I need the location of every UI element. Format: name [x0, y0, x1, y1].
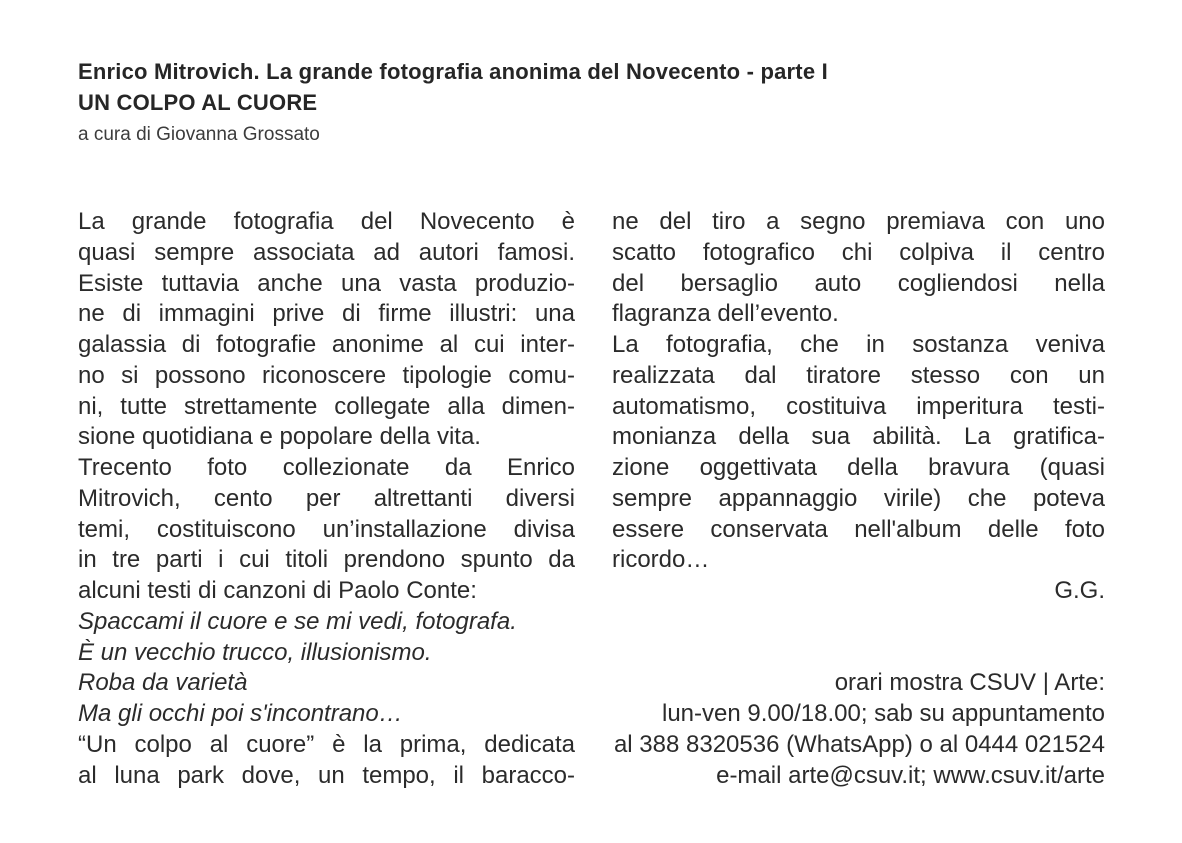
text-line: in tre parti i cui titoli prendono spunto da: [78, 546, 575, 574]
text-line: Spaccami il cuore e se mi vedi, fotografa.: [78, 607, 517, 635]
text-line: essere conservata nell'album delle foto: [612, 515, 1105, 543]
text-line: sione quotidiana e popolare della vita.: [78, 423, 481, 451]
text-line: Esiste tuttavia anche una vasta produzio-: [78, 269, 575, 297]
text-line: al luna park dove, un tempo, il baracco-: [78, 761, 575, 789]
text-line: no si possono riconoscere tipologie comu-: [78, 361, 575, 389]
document-header: [78, 56, 1108, 148]
text-line: Roba da varietà: [78, 669, 248, 697]
text-line: ne di immagini prive di firme illustri: una: [78, 300, 575, 328]
text-line: sempre appannaggio virile) che poteva: [612, 484, 1105, 512]
document-subtitle: UN COLPO AL CUORE: [78, 90, 318, 115]
text-line: ricordo…: [612, 546, 710, 574]
contact-block: [612, 668, 1105, 791]
text-line: orari mostra CSUV | Arte:: [834, 669, 1105, 697]
text-line: La grande fotografia del Novecento è: [78, 208, 575, 235]
right-column-body: [612, 207, 1105, 576]
byline: a cura di Giovanna Grossato: [78, 124, 320, 145]
text-line: temi, costituiscono un’installazione divisa: [78, 515, 575, 543]
text-line: Mitrovich, cento per altrettanti diversi: [78, 484, 575, 512]
text-line: lun-ven 9.00/18.00; sab su appuntamento: [662, 700, 1105, 727]
text-line: Ma gli occhi poi s'incontrano…: [78, 700, 403, 727]
text-line: realizzata dal tiratore stesso con un: [612, 361, 1105, 389]
text-line: ne del tiro a segno premiava con uno: [612, 208, 1105, 235]
text-line: del bersaglio auto cogliendosi nella: [612, 269, 1105, 297]
text-line: È un vecchio trucco, illusionismo.: [78, 638, 432, 666]
signature: G.G.: [1054, 577, 1105, 604]
text-line: al 388 8320536 (WhatsApp) o al 0444 021524: [613, 730, 1105, 758]
text-line: quasi sempre associata ad autori famosi.: [78, 238, 575, 266]
text-line: galassia di fotografie anonime al cui inter-: [78, 331, 575, 358]
text-line: alcuni testi di canzoni di Paolo Conte:: [78, 577, 477, 604]
text-line: e-mail arte@csuv.it; www.csuv.it/arte: [716, 761, 1105, 789]
text-line: monianza della sua abilità. La gratifica-: [612, 423, 1105, 451]
text-line: automatismo, costituiva imperitura testi-: [612, 392, 1105, 420]
text-line: zione oggettivata della bravura (quasi: [612, 454, 1105, 481]
right-column: [612, 207, 1105, 791]
document-body: [78, 207, 1105, 791]
text-line: La fotografia, che in sostanza veniva: [612, 331, 1105, 358]
document-title: Enrico Mitrovich. La grande fotografia anonima del Novecento - parte I: [78, 59, 828, 84]
text-line: flagranza dell’evento.: [612, 300, 839, 328]
text-line: scatto fotografico chi colpiva il centro: [612, 238, 1105, 266]
text-line: Trecento foto collezionate da Enrico: [78, 454, 575, 481]
text-line: “Un colpo al cuore” è la prima, dedicata: [78, 730, 575, 758]
left-column: [78, 207, 575, 791]
text-line: ni, tutte strettamente collegate alla dimen-: [78, 392, 575, 420]
